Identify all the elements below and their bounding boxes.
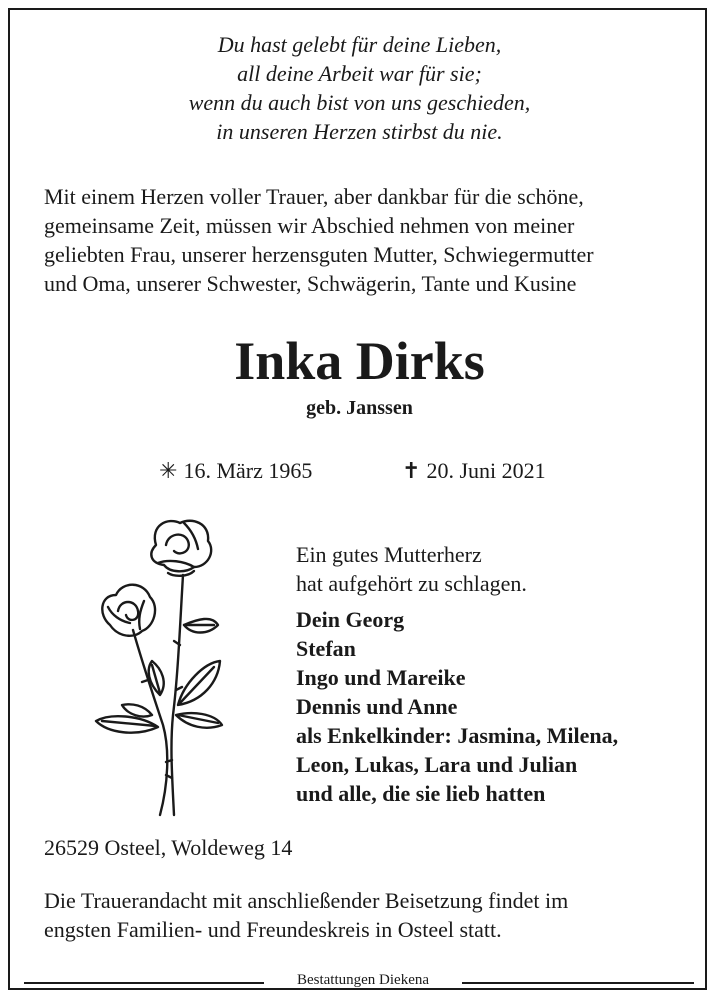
address: 26529 Osteel, Woldeweg 14 — [44, 835, 293, 860]
footer-divider-right — [462, 982, 694, 984]
death-date — [402, 457, 546, 485]
birth-name: geb. Janssen — [306, 397, 413, 419]
mourner-line: Ingo und Mareike — [296, 665, 466, 690]
poem-line: in unseren Herzen stirbst du nie. — [216, 119, 503, 144]
poem-line: all deine Arbeit war für sie; — [237, 61, 482, 86]
mourner-line: Stefan — [296, 636, 356, 661]
poem-line: wenn du auch bist von uns geschieden, — [188, 90, 531, 115]
funeral-home: Bestattungen Diekena — [296, 972, 430, 988]
intro-line: geliebten Frau, unserer herzensguten Mutter, Schwiegermutter — [44, 242, 594, 267]
quote — [296, 540, 527, 598]
rose-illustration-icon — [88, 515, 228, 825]
mourner-line: als Enkelkinder: Jasmina, Milena, — [296, 723, 619, 748]
mourner-line: Dennis und Anne — [296, 694, 458, 719]
deceased-name: Inka Dirks — [234, 331, 485, 391]
service-info — [44, 886, 568, 944]
star-icon: ✳ — [159, 458, 178, 483]
service-line: engsten Familien- und Freundeskreis in Osteel statt. — [44, 917, 502, 942]
mourners-list — [296, 605, 618, 808]
intro-text — [44, 182, 684, 298]
death-date-text: 20. Juni 2021 — [426, 458, 546, 483]
poem — [0, 30, 719, 146]
cross-icon: ✝ — [402, 458, 421, 483]
intro-line: Mit einem Herzen voller Trauer, aber dankbar für die schöne, — [44, 184, 584, 209]
intro-line: und Oma, unserer Schwester, Schwägerin, Tante und Kusine — [44, 271, 577, 296]
intro-line: gemeinsame Zeit, müssen wir Abschied nehmen von meiner — [44, 213, 575, 238]
service-line: Die Trauerandacht mit anschließender Beisetzung findet im — [44, 888, 569, 913]
footer-divider-left — [24, 982, 264, 984]
birth-date — [159, 457, 312, 485]
poem-line: Du hast gelebt für deine Lieben, — [217, 32, 502, 57]
birth-date-text: 16. März 1965 — [183, 458, 313, 483]
quote-line: Ein gutes Mutterherz — [296, 542, 482, 567]
mourner-line: Leon, Lukas, Lara und Julian — [296, 752, 578, 777]
quote-line: hat aufgehört zu schlagen. — [296, 571, 527, 596]
mourner-line: Dein Georg — [296, 607, 405, 632]
mourner-line: und alle, die sie lieb hatten — [296, 781, 546, 806]
